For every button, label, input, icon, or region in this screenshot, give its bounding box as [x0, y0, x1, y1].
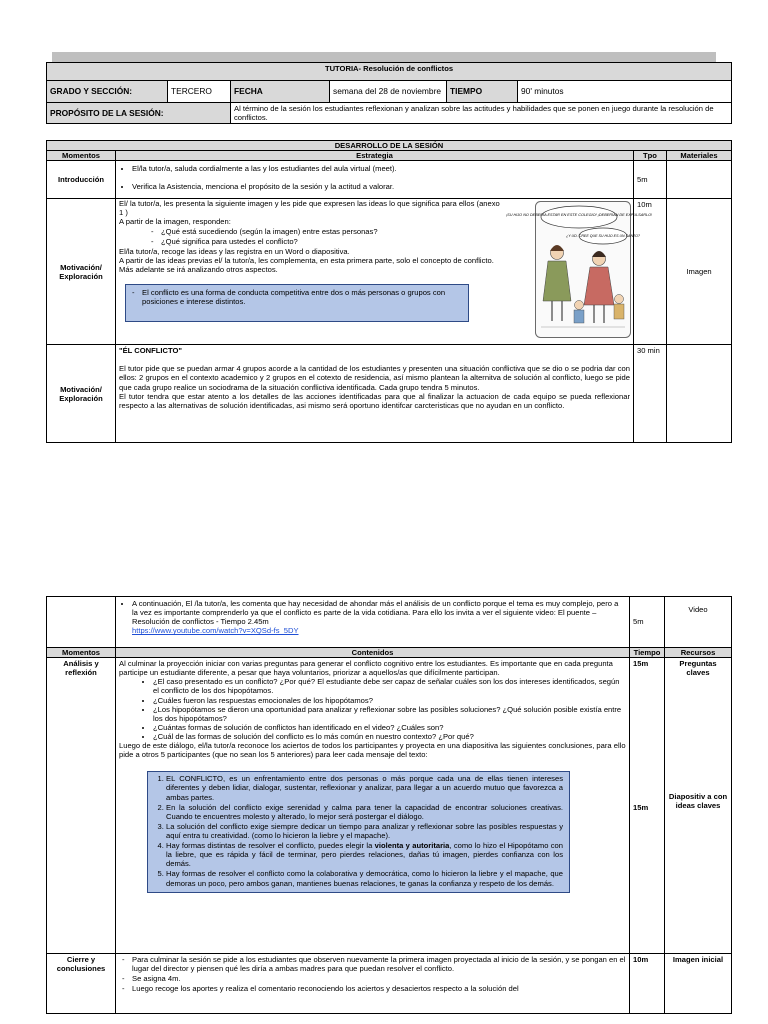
col-resources: Recursos: [665, 648, 732, 658]
question-item: • ¿Cuántas formas de solución de conflictos han identificado en el video? ¿Cuáles son?: [153, 723, 626, 732]
date-value: semana del 28 de noviembre: [330, 81, 447, 103]
conflict-definition: - El conflicto es una forma de conducta competitiva entre dos o más personas o grupos con posiciones e interese distintos.: [142, 288, 462, 306]
col-time-2: Tiempo: [630, 648, 665, 658]
session-dev-title: DESARROLLO DE LA SESIÓN: [47, 141, 732, 151]
question-item: • ¿Los hipopótamos se dieron una oportunidad para analizar y reflexionar sobre las posibles soluciones? ¿Qué solución posible existía entre los dos hipopótamos?: [153, 705, 626, 723]
motivation-material-1: Imagen: [667, 199, 732, 345]
groups-instructions: El tutor pide que se puedan armar 4 grupos acorde a la cantidad de los estudiantes y presenten una situación conflictiva que se dio o se podria dar con ellos: 2 grupos en el contexto academico y 2 grupos en el cotexto de residencia, así mismo plantean la alternitva de solución al conflicto, luego se pide que cada grupo realice un sociodrama de la situación conflictiva identificada. Cada grupo tendra 5 minutos.: [119, 364, 630, 392]
date-label: FECHA: [231, 81, 330, 103]
motivation-moment-2: Motivación/ Exploración: [47, 345, 116, 443]
session-table: [46, 140, 732, 443]
closing-item: - Se asigna 4m.: [132, 974, 626, 983]
closing-moment: Cierre y conclusiones: [47, 954, 116, 1014]
svg-text:¿Y UD. CREE QUE SU HIJO ES UN: ¿Y UD. CREE QUE SU HIJO ES UN SANTO?: [566, 234, 640, 239]
analysis-intro: Al culminar la proyección iniciar con varias preguntas para generar el conflicto cognitivo entre los estudiantes. Es importante que en cada pregunta participe un estudiante diferente, a pesar que haya voluntarios, priorizar a aquellos/as que difícilmente participan.: [119, 659, 613, 678]
motivation-strategy-2: [116, 345, 634, 443]
analysis-contents: [116, 658, 630, 954]
grade-label: GRADO Y SECCIÓN:: [47, 81, 168, 103]
motivation-question-1: - ¿Qué está sucediendo (según la imagen) entre estas personas?: [161, 227, 501, 236]
closing-time: 10m: [630, 954, 665, 1014]
closing-resource: Imagen inicial: [665, 954, 732, 1014]
session-title: TUTORIA- Resolución de conflictos: [47, 63, 732, 81]
closing-item: - Luego recoge los aportes y realiza el comentario reconociendo los aciertos y desaciertos respecto a la solución del: [132, 984, 626, 993]
analysis-time: 15m 15m: [630, 658, 665, 954]
intro-time: 5m: [634, 161, 667, 199]
conclusion-item: 4. Hay formas distintas de resolver el conflicto, puedes elegir la violenta y autoritaria, como lo hizo el Hipopótamo con la liebre, que es rápida y fácil de terminar, pero pierdes relaciones, dañas tú imagen, pierdes confianza con los demás.: [166, 841, 563, 868]
col-moments-2: Momentos: [47, 648, 116, 658]
analysis-moment: Análisis y reflexión: [47, 658, 116, 954]
el-conflicto-title: "ÉL CONFLICTO": [119, 346, 183, 356]
conclusion-item: 1. EL CONFLICTO, es un enfrentamiento entre dos personas o más porque cada una de ellas tienen intereses diferentes y deben lidiar, dialogar, sustentar, reflexionar y analizar, para llegar a un acuerdo mutuo que favorezca a ambas partes.: [166, 774, 563, 801]
question-item: • ¿Cuál de las formas de solución del conflicto es lo más común en nuestro contexto? ¿Por qué?: [153, 732, 626, 741]
question-item: • ¿Cuáles fueron las respuestas emocionales de los hipopótamos?: [153, 696, 626, 705]
time-label: TIEMPO: [447, 81, 518, 103]
motivation-moment-1: Motivación/ Exploración: [47, 199, 116, 345]
header-table: [46, 62, 732, 124]
closing-contents: [116, 954, 630, 1014]
motivation-question-2: - ¿Qué significa para ustedes el conflicto?: [161, 237, 501, 246]
page-top-bar: [52, 52, 716, 62]
intro-moment: Introducción: [47, 161, 116, 199]
motivation-p3: El/la tutor/a, recoge las ideas y las registra en un Word o diapositiva.: [119, 246, 350, 256]
analysis-resources: Preguntas claves Diapositiv a con ideas claves: [665, 658, 732, 954]
video-resource: Video: [665, 597, 732, 648]
col-strategy: Estrategia: [116, 151, 634, 161]
col-time: Tpo: [634, 151, 667, 161]
conflict-definition-box: [125, 284, 469, 322]
motivation-p4: A partir de las ideas previas el/ la tutor/a, les complementa, en esta primera parte, solo el concepto de conflicto. Más adelante se irá analizando otros aspectos.: [119, 255, 494, 274]
video-instructions: • A continuación, El /la tutor/a, les comenta que hay necesidad de ahondar más el análisis de un conflicto porque el tema es muy complejo, pero a la vez es importante comprenderlo ya que el conflicto es parte de la vida cotidiana. Para ello los invita a ver el siguiente video: El puente – Resolución de conflictos - Tiempo 2.45m https://www.youtube.com/watch?v=XQSd-fs_5DY: [132, 599, 626, 635]
conclusion-item: 5. Hay formas de resolver el conflicto como la colaborativa y democrática, como lo hicieron la liebre y el mapache, que demoras un poco, pero ambos ganan, mantienes buenas relaciones, te ganas la confianza y respeto de los demás.: [166, 869, 563, 887]
motivation-p2: A partir de la imagen, responden:: [119, 217, 231, 227]
intro-bullet-2: • Verifica la Asistencia, menciona el propósito de la sesión y la actitud a valorar.: [132, 182, 630, 191]
closing-item: - Para culminar la sesión se pide a los estudiantes que observen nuevamente la primera imagen proyectada al inicio de la sesión, y se pongan en el lugar del director y piensen qué les diría a ambas madres para que puedan resolver el conflicto.: [132, 955, 626, 973]
tutor-attention-note: El tutor tendra que estar atento a los detalles de las acciones identificadas para que al finalizar la actuacion de cada equipo se pueda reflexionar respecto a las alternativas de solución identificadas, asi mismo será oportuno identifcar carcteristicas que no ayudan en un conflicto.: [119, 391, 630, 410]
video-instructions-cell: [116, 597, 630, 648]
purpose-label: PROPÓSITO DE LA SESIÓN:: [47, 103, 231, 124]
analysis-questions: [119, 677, 626, 741]
svg-text:¡SU HIJO NO DEBERÍA ESTAR EN E: ¡SU HIJO NO DEBERÍA ESTAR EN ESTE COLEGIO! ¡DEBERÍAN DE EXPULSARLO!: [505, 213, 653, 218]
intro-strategy: [116, 161, 634, 199]
time-value: 90' minutos: [518, 81, 732, 103]
motivation-time-2: 30 min: [634, 345, 667, 443]
motivation-p1: El/ la tutor/a, les presenta la siguiente imagen y les pide que expresen las ideas lo que significa para ellos (anexo 1 ): [119, 199, 500, 218]
purpose-value: Al término de la sesión los estudiantes reflexionan y analizan sobre las actitudes y habilidades que se ponen en juego durante la resolución de conflictos.: [231, 103, 732, 124]
conclusion-item: 3. La solución del conflicto exige siempre dedicar un tiempo para analizar y reflexionar sobre las posibles respuestas y aquí entra tu creatividad. (como lo hicieron la liebre y el mapache).: [166, 822, 563, 840]
conclusions-box: [147, 771, 570, 892]
col-materials: Materiales: [667, 151, 732, 161]
intro-bullet-1: • El/la tutor/a, saluda cordialmente a las y los estudiantes del aula virtual (meet).: [132, 164, 630, 173]
video-link[interactable]: https://www.youtube.com/watch?v=XQSd-fs_5DY: [132, 626, 299, 636]
conclusions-list: [152, 774, 563, 887]
video-time: 5m: [630, 597, 665, 648]
activities-table: [46, 596, 732, 1014]
question-item: • ¿El caso presentado es un conflicto? ¿Por qué? El estudiante debe ser capaz de señalar cuáles son los dos intereses identificados, según el conflicto de los dos hipopótamos.: [153, 677, 626, 695]
conclusion-item: 2. En la solución del conflicto exige serenidad y calma para tener la capacidad de encontrar soluciones creativas. Cuando te encuentres molesto y alterado, lo mejor será postergar el diálogo.: [166, 803, 563, 821]
grade-value: TERCERO: [168, 81, 231, 103]
motivation-time-1: 10m: [634, 199, 667, 345]
col-moments: Momentos: [47, 151, 116, 161]
col-contents: Contenidos: [116, 648, 630, 658]
analysis-after: Luego de este diálogo, el/la tutor/a reconoce los aciertos de todos los participantes y proyecta en una diapositiva las siguientes conclusiones, para ello pide a otros 5 participantes (que no sean los 5 anteriores) para leer cada mensaje del texto:: [119, 741, 626, 760]
